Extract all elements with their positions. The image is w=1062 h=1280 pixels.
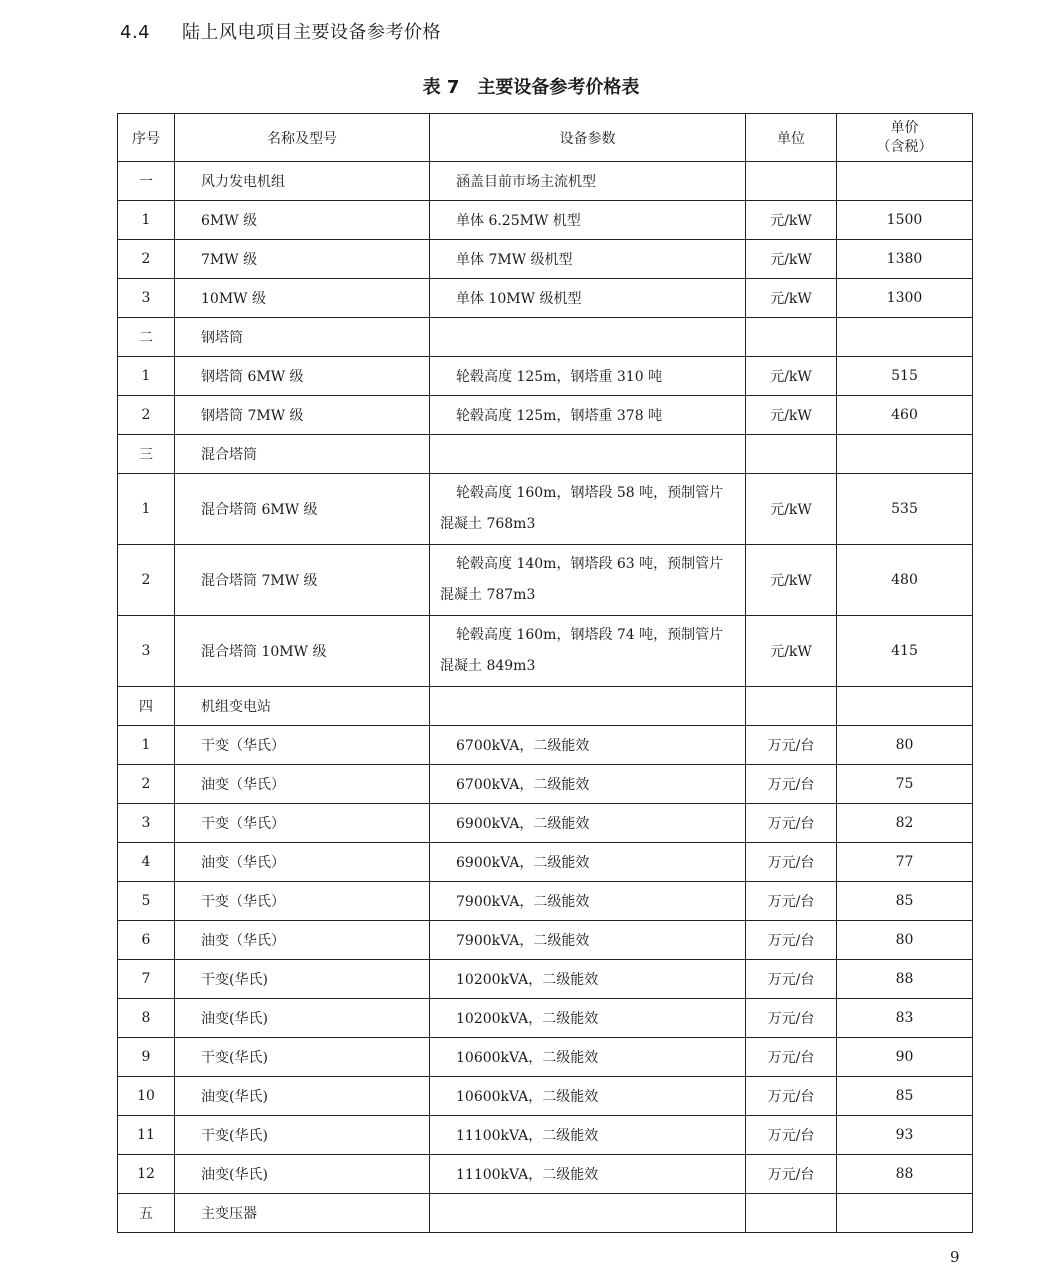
cell-price bbox=[837, 687, 973, 726]
header-name: 名称及型号 bbox=[175, 114, 430, 162]
cell-unit: 万元/台 bbox=[746, 804, 837, 843]
table-section-row bbox=[118, 435, 973, 474]
equipment-price-table bbox=[117, 113, 973, 1233]
table-row bbox=[118, 765, 973, 804]
cell-price: 75 bbox=[837, 765, 973, 804]
cell-param: 11100kVA，二级能效 bbox=[430, 1116, 746, 1155]
table-row bbox=[118, 804, 973, 843]
cell-seq: 11 bbox=[118, 1116, 175, 1155]
cell-name: 油变（华氏） bbox=[175, 921, 430, 960]
table-section-row bbox=[118, 1194, 973, 1233]
cell-seq: 1 bbox=[118, 201, 175, 240]
cell-seq: 3 bbox=[118, 279, 175, 318]
cell-param: 涵盖目前市场主流机型 bbox=[430, 162, 746, 201]
cell-param bbox=[430, 435, 746, 474]
cell-seq: 二 bbox=[118, 318, 175, 357]
cell-param-line2: 混凝土 849m3 bbox=[440, 658, 536, 674]
cell-param bbox=[430, 545, 746, 616]
table-row bbox=[118, 960, 973, 999]
cell-unit: 元/kW bbox=[746, 474, 837, 545]
cell-name: 干变（华氏） bbox=[175, 882, 430, 921]
cell-seq: 2 bbox=[118, 545, 175, 616]
cell-price: 480 bbox=[837, 545, 973, 616]
cell-unit bbox=[746, 687, 837, 726]
cell-price: 80 bbox=[837, 921, 973, 960]
table-header-row bbox=[118, 114, 973, 162]
cell-unit: 元/kW bbox=[746, 616, 837, 687]
table-row bbox=[118, 474, 973, 545]
cell-name: 钢塔筒 bbox=[175, 318, 430, 357]
table-row bbox=[118, 882, 973, 921]
cell-param: 11100kVA，二级能效 bbox=[430, 1155, 746, 1194]
cell-seq: 8 bbox=[118, 999, 175, 1038]
cell-name: 主变压器 bbox=[175, 1194, 430, 1233]
cell-param bbox=[430, 1194, 746, 1233]
cell-price: 1300 bbox=[837, 279, 973, 318]
cell-unit: 元/kW bbox=[746, 279, 837, 318]
cell-param: 单体 6.25MW 机型 bbox=[430, 201, 746, 240]
cell-unit bbox=[746, 435, 837, 474]
cell-name: 机组变电站 bbox=[175, 687, 430, 726]
cell-unit: 万元/台 bbox=[746, 1038, 837, 1077]
cell-seq: 10 bbox=[118, 1077, 175, 1116]
cell-param: 6900kVA，二级能效 bbox=[430, 804, 746, 843]
cell-seq: 7 bbox=[118, 960, 175, 999]
cell-unit: 万元/台 bbox=[746, 1155, 837, 1194]
cell-price: 80 bbox=[837, 726, 973, 765]
table-row bbox=[118, 201, 973, 240]
cell-unit: 元/kW bbox=[746, 357, 837, 396]
cell-unit: 万元/台 bbox=[746, 960, 837, 999]
cell-param: 6700kVA，二级能效 bbox=[430, 726, 746, 765]
cell-name: 油变（华氏） bbox=[175, 765, 430, 804]
cell-param: 10600kVA，二级能效 bbox=[430, 1038, 746, 1077]
cell-unit: 万元/台 bbox=[746, 843, 837, 882]
table-row bbox=[118, 999, 973, 1038]
cell-param: 7900kVA，二级能效 bbox=[430, 882, 746, 921]
cell-name: 混合塔筒 bbox=[175, 435, 430, 474]
cell-name: 干变（华氏） bbox=[175, 804, 430, 843]
table-row bbox=[118, 616, 973, 687]
cell-seq: 1 bbox=[118, 474, 175, 545]
cell-seq: 2 bbox=[118, 765, 175, 804]
table-section-row bbox=[118, 162, 973, 201]
header-seq: 序号 bbox=[118, 114, 175, 162]
cell-price: 83 bbox=[837, 999, 973, 1038]
cell-price bbox=[837, 1194, 973, 1233]
table-section-row bbox=[118, 318, 973, 357]
section-number: 4.4 bbox=[120, 22, 151, 43]
section-title: 陆上风电项目主要设备参考价格 bbox=[182, 22, 441, 43]
cell-price: 415 bbox=[837, 616, 973, 687]
cell-price: 82 bbox=[837, 804, 973, 843]
cell-param: 6900kVA，二级能效 bbox=[430, 843, 746, 882]
table-body bbox=[118, 162, 973, 1233]
cell-seq: 1 bbox=[118, 357, 175, 396]
cell-param: 10200kVA，二级能效 bbox=[430, 999, 746, 1038]
table-row bbox=[118, 843, 973, 882]
cell-price: 85 bbox=[837, 882, 973, 921]
cell-name: 风力发电机组 bbox=[175, 162, 430, 201]
cell-seq: 6 bbox=[118, 921, 175, 960]
cell-seq: 三 bbox=[118, 435, 175, 474]
header-price-label: 单价 bbox=[890, 119, 919, 136]
cell-param: 10200kVA，二级能效 bbox=[430, 960, 746, 999]
cell-unit: 万元/台 bbox=[746, 726, 837, 765]
cell-param: 轮毂高度 125m，钢塔重 378 吨 bbox=[430, 396, 746, 435]
header-unit: 单位 bbox=[746, 114, 837, 162]
cell-unit: 元/kW bbox=[746, 545, 837, 616]
table-row bbox=[118, 921, 973, 960]
cell-name: 6MW 级 bbox=[175, 201, 430, 240]
table-row bbox=[118, 726, 973, 765]
cell-name: 干变(华氏) bbox=[175, 1038, 430, 1077]
table-caption-label: 表 7 bbox=[422, 77, 460, 98]
cell-price bbox=[837, 435, 973, 474]
cell-seq: 一 bbox=[118, 162, 175, 201]
cell-param-line2: 混凝土 787m3 bbox=[440, 587, 536, 603]
cell-price: 88 bbox=[837, 960, 973, 999]
cell-unit bbox=[746, 162, 837, 201]
cell-unit: 万元/台 bbox=[746, 1116, 837, 1155]
cell-name: 油变(华氏) bbox=[175, 1155, 430, 1194]
cell-seq: 2 bbox=[118, 240, 175, 279]
cell-unit: 万元/台 bbox=[746, 765, 837, 804]
cell-param bbox=[430, 318, 746, 357]
cell-param: 单体 7MW 级机型 bbox=[430, 240, 746, 279]
cell-seq: 4 bbox=[118, 843, 175, 882]
cell-param bbox=[430, 474, 746, 545]
cell-unit: 元/kW bbox=[746, 240, 837, 279]
cell-name: 干变(华氏) bbox=[175, 1116, 430, 1155]
cell-name: 钢塔筒 6MW 级 bbox=[175, 357, 430, 396]
cell-name: 油变（华氏） bbox=[175, 843, 430, 882]
cell-seq: 12 bbox=[118, 1155, 175, 1194]
cell-price: 515 bbox=[837, 357, 973, 396]
table-row bbox=[118, 1116, 973, 1155]
cell-param-line1: 轮毂高度 140m，钢塔段 63 吨，预制管片 bbox=[456, 556, 724, 572]
cell-param: 7900kVA，二级能效 bbox=[430, 921, 746, 960]
cell-param bbox=[430, 687, 746, 726]
header-price-tax-note: （含税） bbox=[876, 138, 933, 155]
cell-price: 77 bbox=[837, 843, 973, 882]
cell-name: 油变(华氏) bbox=[175, 999, 430, 1038]
cell-unit bbox=[746, 318, 837, 357]
cell-param-line1: 轮毂高度 160m，钢塔段 58 吨，预制管片 bbox=[456, 485, 724, 501]
cell-name: 干变(华氏) bbox=[175, 960, 430, 999]
table-row bbox=[118, 357, 973, 396]
cell-name: 混合塔筒 6MW 级 bbox=[175, 474, 430, 545]
cell-seq: 9 bbox=[118, 1038, 175, 1077]
header-price bbox=[837, 114, 973, 162]
cell-price: 535 bbox=[837, 474, 973, 545]
table-row bbox=[118, 545, 973, 616]
cell-unit: 万元/台 bbox=[746, 999, 837, 1038]
cell-name: 干变（华氏） bbox=[175, 726, 430, 765]
cell-price bbox=[837, 318, 973, 357]
table-row bbox=[118, 279, 973, 318]
cell-param: 6700kVA，二级能效 bbox=[430, 765, 746, 804]
cell-price: 88 bbox=[837, 1155, 973, 1194]
cell-param-line2: 混凝土 768m3 bbox=[440, 516, 536, 532]
cell-seq: 3 bbox=[118, 804, 175, 843]
cell-price: 90 bbox=[837, 1038, 973, 1077]
cell-param: 10600kVA，二级能效 bbox=[430, 1077, 746, 1116]
table-row bbox=[118, 396, 973, 435]
table-row bbox=[118, 1038, 973, 1077]
cell-unit: 元/kW bbox=[746, 201, 837, 240]
header-param: 设备参数 bbox=[430, 114, 746, 162]
cell-unit: 万元/台 bbox=[746, 921, 837, 960]
cell-seq: 2 bbox=[118, 396, 175, 435]
cell-unit: 万元/台 bbox=[746, 1077, 837, 1116]
table-section-row bbox=[118, 687, 973, 726]
cell-price bbox=[837, 162, 973, 201]
cell-name: 混合塔筒 7MW 级 bbox=[175, 545, 430, 616]
cell-seq: 1 bbox=[118, 726, 175, 765]
cell-seq: 四 bbox=[118, 687, 175, 726]
cell-param: 轮毂高度 125m，钢塔重 310 吨 bbox=[430, 357, 746, 396]
table-row bbox=[118, 1077, 973, 1116]
cell-name: 混合塔筒 10MW 级 bbox=[175, 616, 430, 687]
cell-unit bbox=[746, 1194, 837, 1233]
cell-name: 7MW 级 bbox=[175, 240, 430, 279]
cell-unit: 元/kW bbox=[746, 396, 837, 435]
cell-seq: 3 bbox=[118, 616, 175, 687]
cell-name: 10MW 级 bbox=[175, 279, 430, 318]
cell-price: 1380 bbox=[837, 240, 973, 279]
page-number: 9 bbox=[950, 1248, 960, 1266]
cell-param bbox=[430, 616, 746, 687]
cell-seq: 5 bbox=[118, 882, 175, 921]
cell-name: 油变(华氏) bbox=[175, 1077, 430, 1116]
table-row bbox=[118, 1155, 973, 1194]
cell-seq: 五 bbox=[118, 1194, 175, 1233]
section-heading bbox=[120, 18, 441, 44]
cell-price: 1500 bbox=[837, 201, 973, 240]
table-caption bbox=[0, 73, 1062, 99]
cell-name: 钢塔筒 7MW 级 bbox=[175, 396, 430, 435]
table-caption-title: 主要设备参考价格表 bbox=[477, 77, 640, 98]
table-row bbox=[118, 240, 973, 279]
cell-param: 单体 10MW 级机型 bbox=[430, 279, 746, 318]
cell-param-line1: 轮毂高度 160m，钢塔段 74 吨，预制管片 bbox=[456, 627, 724, 643]
cell-price: 460 bbox=[837, 396, 973, 435]
cell-price: 93 bbox=[837, 1116, 973, 1155]
cell-unit: 万元/台 bbox=[746, 882, 837, 921]
cell-price: 85 bbox=[837, 1077, 973, 1116]
